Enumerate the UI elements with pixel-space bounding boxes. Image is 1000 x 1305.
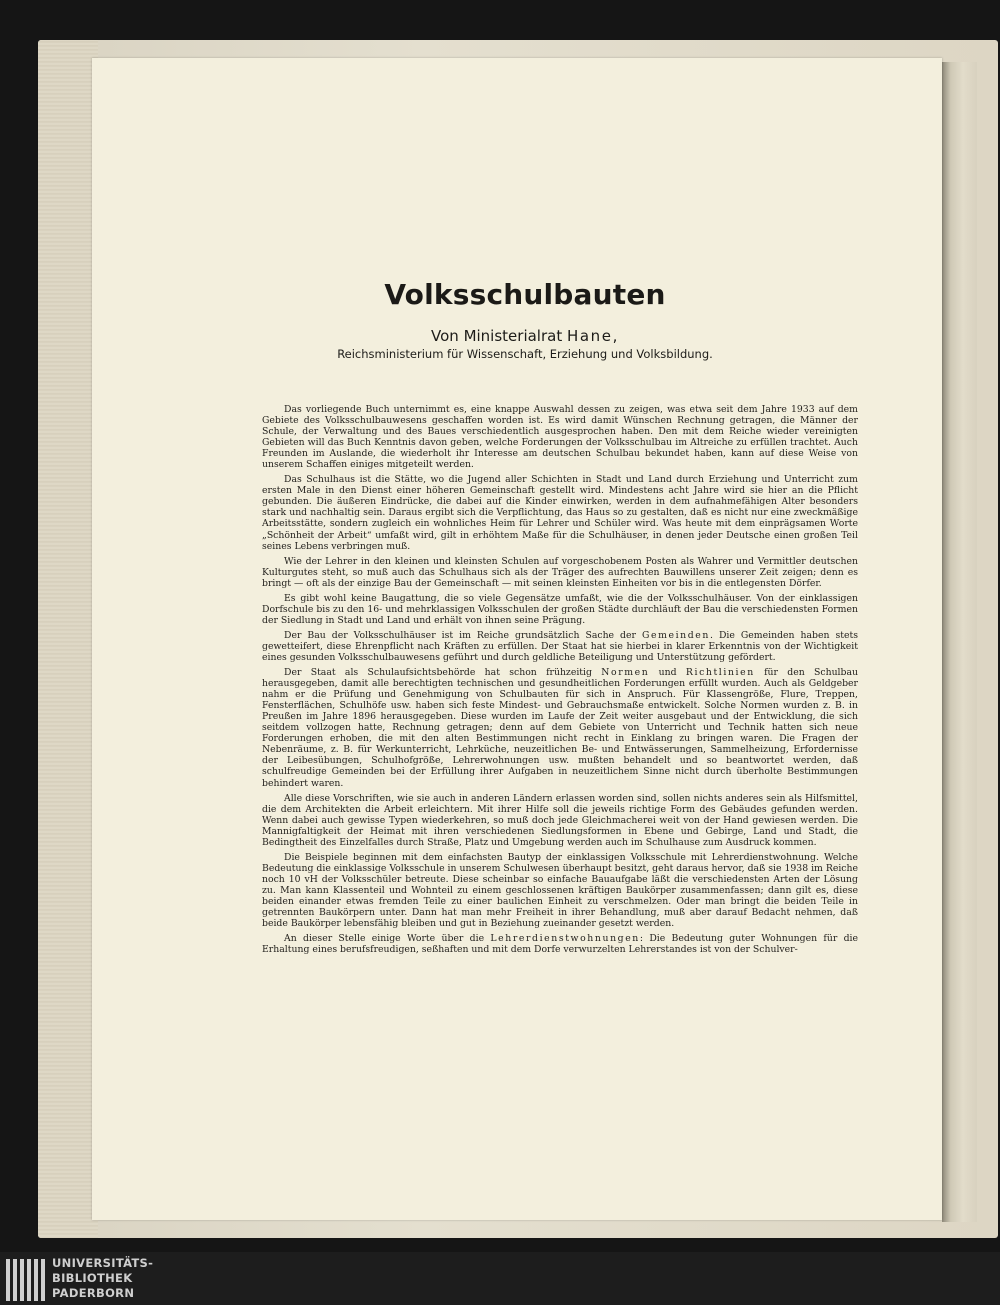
- author-name: Hane,: [566, 327, 619, 345]
- page-stack-edge: [942, 62, 977, 1222]
- page-title: Volksschulbauten: [384, 278, 666, 311]
- paragraph: [262, 556, 858, 589]
- paragraph-text: Der Staat als Schulaufsichtsbehörde hat schon frühzeitig: [284, 667, 602, 679]
- paragraph-text: . Die Gemeinden haben stets gewetteifert, diese Ehrenpflicht nach Kräften zu erfüllen. Der Staat hat sie hierbei in klarer Erkenntnis von der Wichtigkeit eines gesunden Volksschulbauwesens geführt und durch geldliche Beteiligung und Unterstützung gefördert.: [262, 629, 858, 663]
- paragraph-text: Alle diese Vorschriften, wie sie auch in anderen Ländern erlassen worden sind, sollen nichts anderes sein als Hilfsmittel, die dem Architekten die Arbeit erleichtern. Mit ihrer Hilfe soll die jeweils richtige Form des Gebäudes gefunden werden. Wenn dabei auch gewisse Typen wiederkehren, so muß doch jede Gleichmacherei weit von der Hand gewiesen werden. Die Mannigfaltigkeit der Heimat mit ihren verschiedenen Siedlungsformen in Ebene und Gebirge, Land und Stadt, die Bedingtheit des Einzelfalles durch Straße, Platz und Umgebung werden auch im Schulhause zum Ausdruck kommen.: [262, 792, 858, 848]
- logo-line: PADERBORN: [52, 1286, 135, 1300]
- paragraph: [262, 933, 858, 955]
- paragraph: [262, 852, 858, 929]
- paragraph-text: Es gibt wohl keine Baugattung, die so viele Gegensätze umfaßt, wie die der Volksschulhäuser. Von der einklassigen Dorfschule bis zu den 16- und mehrklassigen Volksschulen der großen Städte durchläuft der Bau die verschiedensten Formen der Siedlung in Stadt und Land und erhält von ihnen seine Prägung.: [262, 592, 858, 626]
- paragraph-text: Das vorliegende Buch unternimmt es, eine knappe Auswahl dessen zu zeigen, was etwa seit dem Jahre 1933 auf dem Gebiete des Volksschulbauwesens geschaffen worden ist. Es wird damit Wünschen Rechnung getragen, die Männer der Schule, der Verwaltung und des Baues verschiedentlich ausgesprochen haben. Den mit dem Reiche wieder vereinigten Gebieten will das Buch Kenntnis davon geben, welche Forderungen der Volksschulbau im Altreiche zu erfüllen trachtet. Auch Freunden im Auslande, die wiederholt ihr Interesse am deutschen Schulbau bekundet haben, kann auf diese Weise von unserem Schaffen einiges mitgeteilt werden.: [262, 404, 858, 471]
- paragraph-text: und: [649, 667, 686, 679]
- paragraph-text: Der Bau der Volksschulhäuser ist im Reiche grundsätzlich Sache der: [284, 629, 642, 641]
- byline-prefix: Von Ministerialrat: [431, 327, 567, 345]
- logo-line: UNIVERSITÄTS-: [52, 1256, 154, 1270]
- logo-line: BIBLIOTHEK: [52, 1271, 133, 1285]
- paragraph-text: Das Schulhaus ist die Stätte, wo die Jugend aller Schichten in Stadt und Land durch Erziehung und Unterricht zum ersten Male in den Dienst einer höheren Gemeinschaft gestellt wird. Mindestens acht Jahre wird sie hier an die Pflicht gebunden. Die äußeren Eindrücke, die dabei auf die Kinder einwirken, werden in dem aufnahmefähigen Alter besonders stark und nachhaltig sein. Daraus ergibt sich die Verpflichtung, das Haus so zu gestalten, daß es nicht nur eine zweckmäßige Arbeitsstätte, sondern zugleich ein wohnliches Heim für Lehrer und Schüler wird. Was heute mit dem einprägsamen Worte „Schönheit der Arbeit“ umfaßt wird, gilt in erhöhtem Maße für die Schulhäuser, in denen jeder Deutsche einen großen Teil seines Lebens verbringen muß.: [262, 474, 858, 552]
- emphasized-term: Normen: [601, 667, 650, 679]
- paragraph: [262, 593, 858, 626]
- author-byline: [200, 327, 850, 345]
- paragraph: [262, 630, 858, 663]
- paragraph-text: An dieser Stelle einige Worte über die: [284, 933, 491, 945]
- emphasized-term: Richtlinien: [685, 667, 755, 679]
- library-logo-text: [52, 1256, 153, 1301]
- emphasized-term: Gemeinden: [641, 629, 710, 641]
- paragraph: [262, 793, 858, 848]
- author-affiliation: Reichsministerium für Wissenschaft, Erziehung und Volksbildung.: [337, 347, 713, 361]
- paragraph-text: : Die Bedeutung guter Wohnungen für die Erhaltung eines berufsfreudigen, seßhaften und mit dem Dorfe verwurzelten Lehrerstandes ist von der Schulver-: [262, 933, 859, 956]
- paragraph-text: Die Beispiele beginnen mit dem einfachsten Bautyp der einklassigen Volksschule mit Lehrerdienstwohnung. Welche Bedeutung die einklassige Volksschule in unserem Schulwesen überhaupt besitzt, geht daraus hervor, daß sie 1938 im Reiche noch 10 vH der Volksschüler betreute. Diese scheinbar so einfache Bauaufgabe läßt die verschiedensten Arten der Lösung zu. Man kann Klassenteil und Wohnteil zu einem geschlossenen kräftigen Baukörper zusammenfassen; dann gilt es, diese beiden einander etwas fremden Teile zu einer baulichen Einheit zu verschmelzen. Oder man bringt die beiden Teile in getrennten Baukörpern unter. Dann hat man mehr Freiheit in ihrer Behandlung, muß aber darauf Bedacht nehmen, daß beide Baukörper lebensfähig bleiben und gut in Beziehung zueinander gesetzt werden.: [262, 851, 858, 930]
- paragraph-text: für den Schulbau herausgegeben, damit alle berechtigten technischen und gesundheitlichen Forderungen erfüllt wurden. Auch als Geldgeber nahm er die Prüfung und Genehmigung von Schulbauten für sich in Anspruch. Für Klassengröße, Flure, Treppen, Fensterflächen, Schulhöfe usw. haben sich feste Mindest- und Gebrauchsmaße entwickelt. Solche Normen wurden z. B. in Preußen im Jahre 1896 herausgegeben. Diese wurden im Laufe der Zeit weiter ausgebaut und der Entwicklung, die sich seitdem vollzogen hatte, Rechnung getragen; denn auf dem Gebiete von Unterricht und Technik hatten sich neue Forderungen erhoben, die mit den alten Bestimmungen nicht recht in Einklang zu bringen waren. Die Fragen der Nebenräume, z. B. für Werkunterricht, Lehrküche, neuzeitlichen Be- und Entwässerungen, Sammelheizung, Erfordernisse der Leibesübungen, Schulhofgröße, Lehrerwohnungen usw. mußten behandelt und so beantwortet werden, daß schulfreudige Gemeinden bei der Erfüllung ihrer Aufgaben in neuzeitlichem Sinne nicht durch überholte Bestimmungen behindert waren.: [262, 667, 859, 789]
- emphasized-term: Lehrerdienstwohnungen: [490, 933, 640, 945]
- library-logo-icon: [4, 1257, 48, 1303]
- body-text: [262, 404, 858, 959]
- paragraph: [262, 404, 858, 470]
- paragraph: [262, 474, 858, 551]
- paragraph: [262, 667, 858, 789]
- book-spine-edge: [38, 40, 98, 1238]
- paragraph-text: Wie der Lehrer in den kleinen und kleinsten Schulen auf vorgeschobenem Posten als Wahrer und Vermittler deutschen Kulturgutes steht, so muß auch das Schulhaus sich als der Träger des aufrechten Bauwillens unserer Zeit zeigen; denn es bringt — oft als der einzige Bau der Gemeinschaft — mit seinen kleinsten Einheiten vor bis in die entlegensten Dörfer.: [262, 555, 858, 589]
